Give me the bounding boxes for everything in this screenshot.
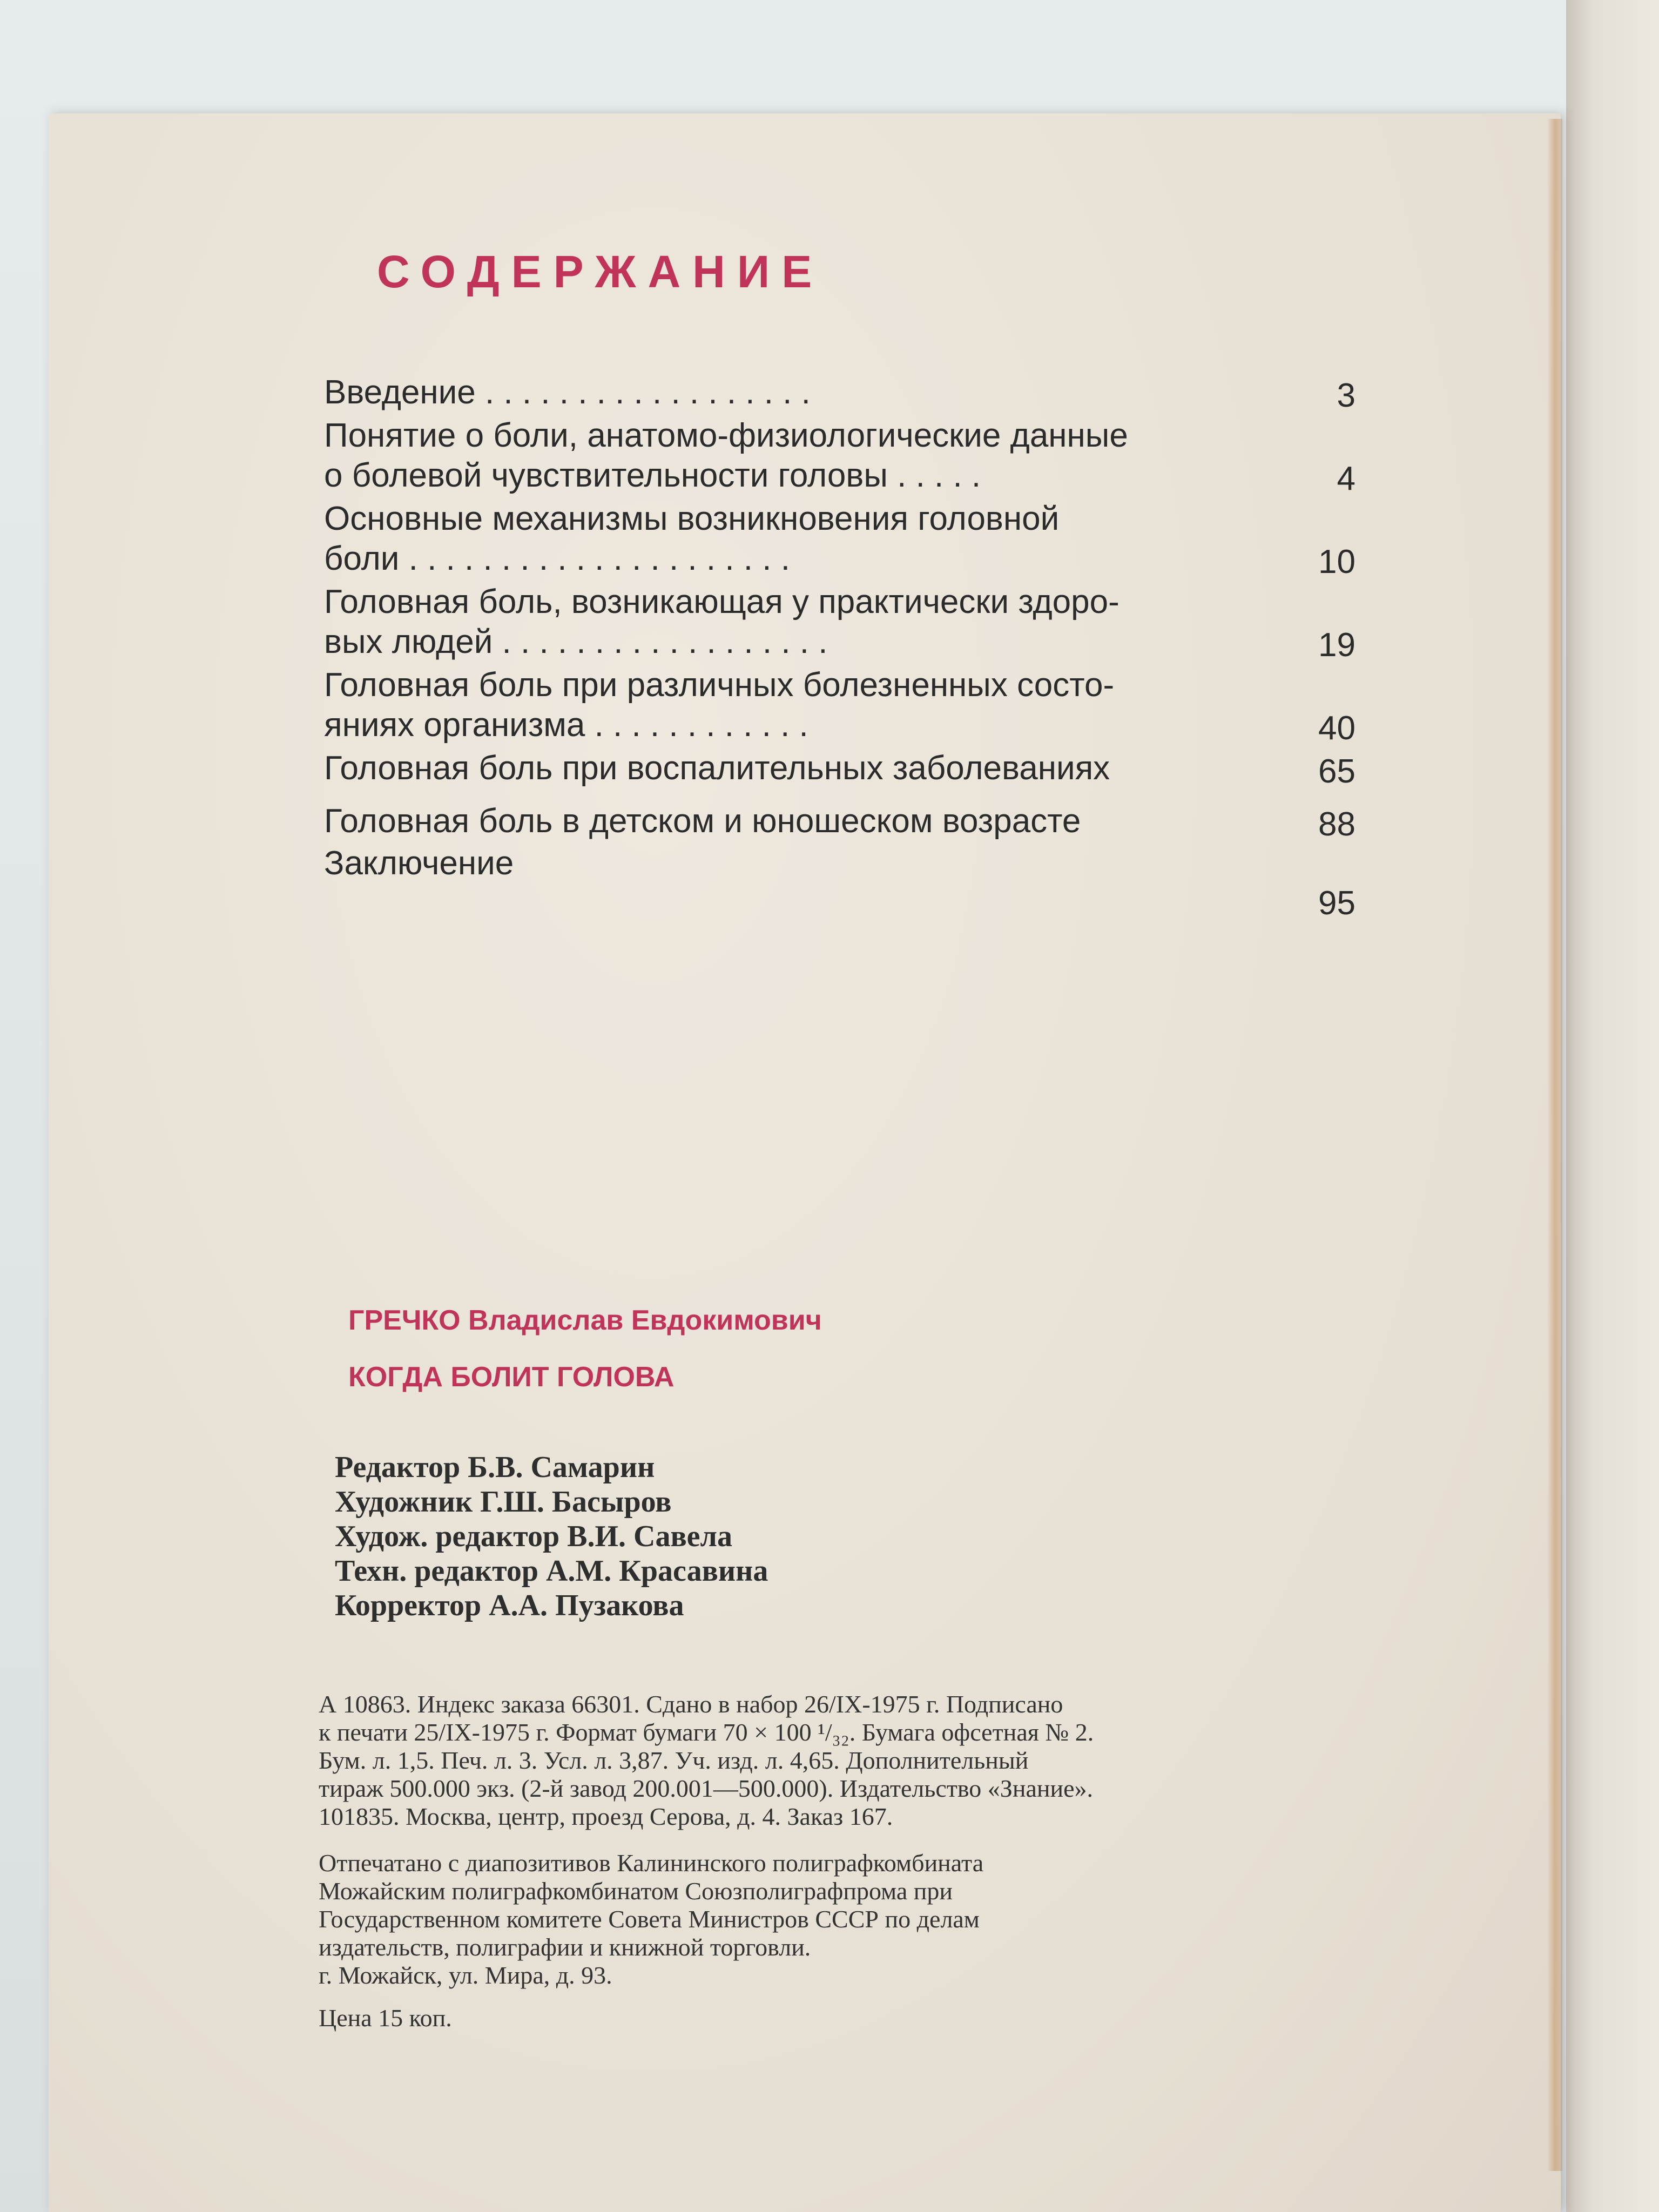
toc-entry: [324, 416, 1355, 496]
table-of-contents: [324, 373, 1355, 923]
author-name: ГРЕЧКО Владислав Евдокимович: [348, 1305, 822, 1336]
publication-details: [319, 1690, 1366, 1831]
toc-entry-line: Головная боль в детском и юношеском возрасте: [324, 802, 1081, 840]
toc-entry: [324, 748, 1355, 788]
toc-page-number: 88: [1318, 806, 1355, 843]
imprint-line: Бум. л. 1,5. Печ. л. 3. Усл. л. 3,87. Уч. изд. л. 4,65. Дополнительный: [319, 1746, 1029, 1774]
toc-entry-line: яниях организма . . . . . . . . . . . .: [324, 706, 808, 744]
imprint-line: к печати 25/IX-1975 г. Формат бумаги 70 × 100 ¹/₃₂. Бумага офсетная № 2.: [319, 1718, 1094, 1746]
toc-entry-line: Понятие о боли, анатомо-физиологические данные: [324, 417, 1128, 454]
printing-details: [319, 1849, 1366, 1990]
imprint-line: Отпечатано с диапозитивов Калининского полиграфкомбината: [319, 1849, 984, 1877]
credit-line: Худож. редактор В.И. Савела: [335, 1520, 732, 1553]
toc-entry-line: Головная боль при воспалительных заболеваниях: [324, 750, 1110, 787]
toc-entry: [324, 582, 1355, 662]
book-title: КОГДА БОЛИТ ГОЛОВА: [348, 1361, 675, 1393]
imprint-line: А 10863. Индекс заказа 66301. Сдано в набор 26/IX-1975 г. Подписано: [319, 1690, 1063, 1718]
toc-entry: [324, 373, 1355, 413]
toc-entry-line: о болевой чувствительности головы . . . . .: [324, 457, 981, 494]
credit-line: Техн. редактор А.М. Красавина: [335, 1554, 768, 1588]
price: Цена 15 коп.: [319, 2004, 452, 2032]
imprint-line: Государственном комитете Совета Министров СССР по делам: [319, 1905, 980, 1933]
credit-line: Редактор Б.В. Самарин: [335, 1451, 655, 1484]
toc-entry-line: Заключение: [324, 845, 514, 882]
toc-entry-line: боли . . . . . . . . . . . . . . . . . . . . .: [324, 540, 790, 577]
toc-page-number: 4: [1337, 460, 1355, 497]
imprint-block: [319, 1690, 1366, 2008]
toc-page-number: 65: [1318, 753, 1355, 790]
imprint-line: тираж 500.000 экз. (2-й завод 200.001—500.000). Издательство «Знание».: [319, 1775, 1094, 1802]
toc-entry: [324, 499, 1355, 579]
credit-line: Корректор А.А. Пузакова: [335, 1589, 684, 1622]
imprint-line: г. Можайск, ул. Мира, д. 93.: [319, 1961, 612, 1989]
toc-page-number: 40: [1318, 710, 1355, 747]
toc-entry-line: Головная боль при различных болезненных состо-: [324, 666, 1115, 704]
toc-entry-line: Головная боль, возникающая у практически здоро-: [324, 583, 1120, 621]
toc-entry-line: вых людей . . . . . . . . . . . . . . . . . .: [324, 623, 828, 660]
page-edge-stain: [1547, 119, 1562, 2171]
toc-entry: [324, 665, 1355, 745]
toc-entry: [324, 801, 1355, 841]
toc-page-number: 19: [1318, 626, 1355, 664]
toc-page-number: 95: [1318, 885, 1355, 922]
imprint-line: 101835. Москва, центр, проезд Серова, д. 4. Заказ 167.: [319, 1803, 893, 1830]
imprint-line: издательств, полиграфии и книжной торговли.: [319, 1933, 811, 1961]
toc-entry-line: Основные механизмы возникновения головной: [324, 500, 1060, 537]
toc-title: СОДЕРЖАНИЕ: [377, 246, 824, 297]
credit-line: Художник Г.Ш. Басыров: [335, 1485, 672, 1519]
toc-page-number: 3: [1337, 377, 1355, 414]
toc-page-number: 10: [1318, 543, 1355, 581]
toc-entry-line: Введение . . . . . . . . . . . . . . . . . .: [324, 374, 811, 411]
imprint-line: Можайским полиграфкомбинатом Союзполиграфпрома при: [319, 1877, 953, 1905]
editorial-credits: [335, 1450, 768, 1623]
toc-entry: [324, 844, 1355, 923]
facing-page-edge: [1566, 0, 1659, 2212]
